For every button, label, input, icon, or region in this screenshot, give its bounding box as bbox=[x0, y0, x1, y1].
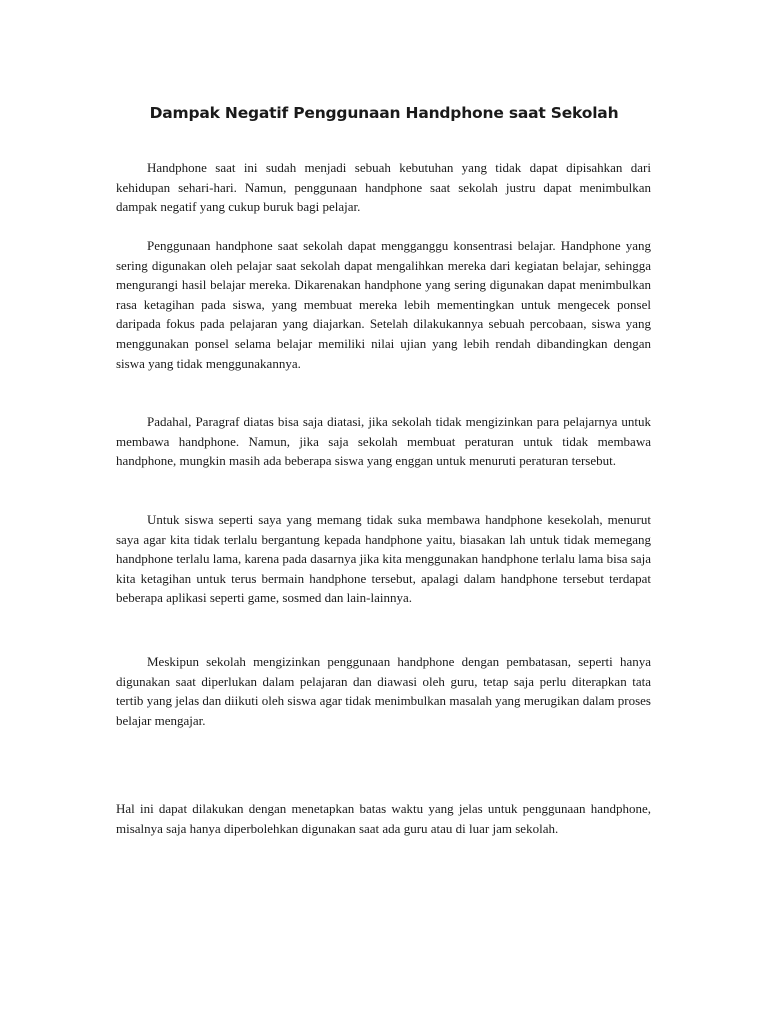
paragraph: Meskipun sekolah mengizinkan penggunaan handphone dengan pembatasan, seperti hanya digunakan saat diperlukan dalam pelajaran dan diawasi oleh guru, tetap saja perlu diterapkan tata tertib yang jelas dan diikuti oleh siswa agar tidak menimbulkan masalah yang merugikan dalam proses belajar mengajar. bbox=[116, 654, 651, 728]
paragraph: Untuk siswa seperti saya yang memang tidak suka membawa handphone kesekolah, menurut saya agar kita tidak terlalu bergantung kepada handphone yaitu, biasakan lah untuk tidak memegang handphone terlalu lama, karena pada dasarnya jika kita menggunakan handphone terlalu lama bisa saja kita ketagihan untuk terus bermain handphone tersebut, apalagi dalam handphone tersebut terdapat beberapa aplikasi seperti game, sosmed dan lain-lainnya. bbox=[116, 512, 651, 606]
paragraph: Hal ini dapat dilakukan dengan menetapkan batas waktu yang jelas untuk penggunaan handphone, misalnya saja hanya diperbolehkan digunakan saat ada guru atau di luar jam sekolah. bbox=[116, 801, 651, 836]
paragraph: Padahal, Paragraf diatas bisa saja diatasi, jika sekolah tidak mengizinkan para pelajarnya untuk membawa handphone. Namun, jika saja sekolah membuat peraturan untuk tidak membawa handphone, mungkin masih ada beberapa siswa yang enggan untuk menuruti peraturan tersebut. bbox=[116, 414, 651, 469]
paragraph: Handphone saat ini sudah menjadi sebuah kebutuhan yang tidak dapat dipisahkan dari kehidupan sehari-hari. Namun, penggunaan handphone saat sekolah justru dapat menimbulkan dampak negatif yang cukup buruk bagi pelajar. bbox=[116, 160, 651, 215]
document-title: Dampak Negatif Penggunaan Handphone saat Sekolah bbox=[149, 104, 619, 122]
paragraph: Penggunaan handphone saat sekolah dapat mengganggu konsentrasi belajar. Handphone yang sering digunakan oleh pelajar saat sekolah dapat mengalihkan mereka dari kegiatan belajar, sehingga mengurangi hasil belajar mereka. Dikarenakan handphone yang sering digunakan dapat menimbulkan rasa ketagihan pada siswa, yang membuat mereka lebih mementingkan untuk mengecek ponsel daripada fokus pada pelajaran yang diajarkan. Setelah dilakukannya sebuah percobaan, siswa yang menggunakan ponsel selama belajar memiliki nilai ujian yang lebih rendah dibandingkan dengan siswa yang tidak menggunakannya. bbox=[116, 238, 651, 371]
